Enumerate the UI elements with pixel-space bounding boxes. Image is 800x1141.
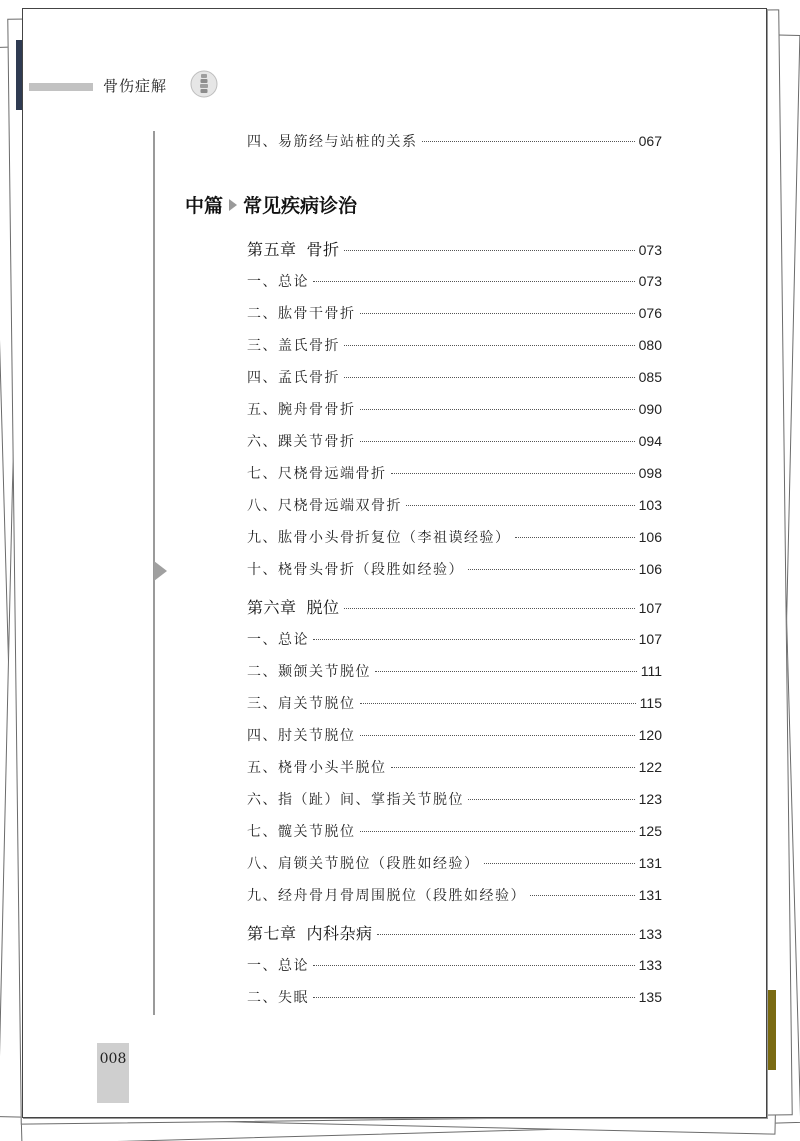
toc-page bbox=[22, 8, 767, 1118]
toc-entry[interactable]: 七、尺桡骨远端骨折 098 bbox=[247, 465, 662, 482]
dot-leader bbox=[344, 607, 635, 609]
dot-leader bbox=[360, 734, 635, 736]
toc-entry[interactable]: 五、腕舟骨骨折 090 bbox=[247, 401, 662, 418]
book-title: 骨伤症解 bbox=[103, 77, 168, 95]
dot-leader bbox=[422, 140, 635, 142]
dot-leader bbox=[313, 638, 635, 640]
toc-entry[interactable]: 一、总论 073 bbox=[247, 273, 662, 290]
toc-entry[interactable]: 四、易筋经与站桩的关系 067 bbox=[247, 133, 662, 150]
dot-leader bbox=[360, 440, 635, 442]
part-heading bbox=[185, 191, 357, 218]
dot-leader bbox=[375, 670, 637, 672]
dot-leader bbox=[360, 830, 635, 832]
toc-entry[interactable]: 二、肱骨干骨折 076 bbox=[247, 305, 662, 322]
toc-entry[interactable]: 九、经舟骨月骨周围脱位（段胜如经验） 131 bbox=[247, 887, 662, 904]
spine-logo-icon bbox=[189, 69, 219, 99]
dot-leader bbox=[468, 568, 635, 570]
page-number: 008 bbox=[99, 1051, 127, 1067]
toc-entry[interactable]: 二、颞颌关节脱位 111 bbox=[247, 663, 662, 680]
toc-entry[interactable]: 六、指（趾）间、掌指关节脱位 123 bbox=[247, 791, 662, 808]
side-marker-triangle bbox=[154, 561, 167, 581]
toc-entry[interactable]: 一、总论 133 bbox=[247, 957, 662, 974]
toc-entry[interactable]: 七、髋关节脱位 125 bbox=[247, 823, 662, 840]
header-bar bbox=[29, 83, 93, 91]
dot-leader bbox=[377, 933, 635, 935]
dot-leader bbox=[468, 798, 635, 800]
dot-leader bbox=[360, 408, 635, 410]
dot-leader bbox=[530, 894, 635, 896]
dot-leader bbox=[515, 536, 635, 538]
dot-leader bbox=[360, 312, 635, 314]
toc-entry[interactable]: 十、桡骨头骨折（段胜如经验） 106 bbox=[247, 561, 662, 578]
chapter-heading[interactable]: 第五章 骨折 073 bbox=[247, 240, 662, 259]
part-title: 常见疾病诊治 bbox=[243, 195, 358, 217]
toc-entry[interactable]: 三、肩关节脱位 115 bbox=[247, 695, 662, 712]
dot-leader bbox=[313, 996, 635, 998]
toc-entry[interactable]: 八、尺桡骨远端双骨折 103 bbox=[247, 497, 662, 514]
toc-entry[interactable]: 五、桡骨小头半脱位 122 bbox=[247, 759, 662, 776]
page-edge-accent bbox=[766, 990, 776, 1070]
dot-leader bbox=[484, 862, 635, 864]
dot-leader bbox=[313, 964, 635, 966]
dot-leader bbox=[344, 344, 635, 346]
running-head bbox=[23, 69, 243, 109]
chapter-heading[interactable]: 第六章 脱位 107 bbox=[247, 598, 662, 617]
toc-entry[interactable]: 六、踝关节骨折 094 bbox=[247, 433, 662, 450]
dot-leader bbox=[344, 249, 635, 251]
part-number: 中篇 bbox=[185, 195, 224, 217]
dot-leader bbox=[406, 504, 635, 506]
toc-entry[interactable]: 二、失眠 135 bbox=[247, 989, 662, 1006]
toc-entry[interactable]: 三、盖氏骨折 080 bbox=[247, 337, 662, 354]
toc-entry[interactable]: 八、肩锁关节脱位（段胜如经验） 131 bbox=[247, 855, 662, 872]
page-number-tab bbox=[97, 1043, 129, 1103]
dot-leader bbox=[391, 472, 635, 474]
toc-entry[interactable]: 九、肱骨小头骨折复位（李祖谟经验） 106 bbox=[247, 529, 662, 546]
dot-leader bbox=[391, 766, 635, 768]
chapter-heading[interactable]: 第七章 内科杂病 133 bbox=[247, 924, 662, 943]
toc-entry[interactable]: 四、肘关节脱位 120 bbox=[247, 727, 662, 744]
dot-leader bbox=[313, 280, 635, 282]
toc-entry[interactable]: 四、孟氏骨折 085 bbox=[247, 369, 662, 386]
part-arrow-icon bbox=[229, 199, 237, 211]
dot-leader bbox=[344, 376, 635, 378]
dot-leader bbox=[360, 702, 636, 704]
toc-entry[interactable]: 一、总论 107 bbox=[247, 631, 662, 648]
